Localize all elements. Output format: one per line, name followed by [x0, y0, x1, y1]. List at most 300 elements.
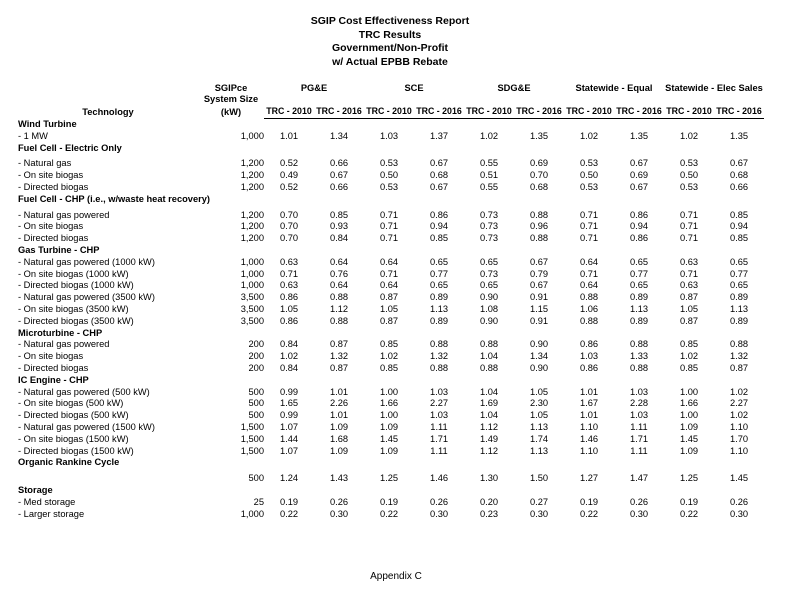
trc-value: 1.37	[429, 130, 449, 141]
trc-value: 0.64	[379, 256, 399, 267]
size-header-line-1: SGIPce	[214, 83, 248, 93]
trc-value: 0.65	[429, 256, 449, 267]
trc-value: 0.90	[529, 339, 549, 350]
trc-value: 0.94	[729, 221, 749, 232]
trc-value: 0.30	[529, 508, 549, 519]
system-size-value: 1,200	[240, 209, 264, 220]
trc-value: 0.89	[429, 292, 449, 303]
trc-value: 1.10	[579, 421, 599, 432]
trc-value: 1.74	[529, 433, 549, 444]
trc-value: 1.05	[529, 410, 549, 421]
trc-value: 1.13	[529, 421, 549, 432]
technology-header-spacer	[18, 94, 198, 105]
technology-label: - On site biogas	[18, 221, 84, 232]
trc-value: 1.09	[679, 421, 699, 432]
system-size-value: 1,000	[240, 508, 264, 519]
section-row	[18, 143, 764, 155]
trc-value: 1.25	[379, 473, 399, 484]
trc-value: 1.35	[529, 130, 549, 141]
trc-value: 1.25	[679, 473, 699, 484]
trc-value: 0.88	[529, 233, 549, 244]
trc-value: 0.71	[579, 221, 599, 232]
trc-value: 1.45	[379, 433, 399, 444]
data-row	[18, 170, 764, 182]
trc-value: 2.27	[729, 398, 749, 409]
system-size-value: 1,500	[240, 433, 264, 444]
system-size-value: 200	[248, 351, 264, 362]
trc-value: 0.50	[579, 170, 599, 181]
technology-label: - 1 MW	[18, 130, 48, 141]
table-body	[18, 119, 764, 521]
trc-value: 0.50	[379, 170, 399, 181]
trc-value: 0.23	[479, 508, 499, 519]
trc-value: 1.32	[429, 351, 449, 362]
trc-value: 0.30	[629, 508, 649, 519]
section-label: Microturbine - CHP	[18, 327, 103, 338]
trc-value: 0.71	[579, 268, 599, 279]
trc-value: 0.64	[579, 256, 599, 267]
trc-value: 1.13	[729, 303, 749, 314]
trc-value: 0.65	[629, 256, 649, 267]
trc-value: 0.88	[329, 315, 349, 326]
technology-label: - On site biogas (1500 kW)	[18, 433, 129, 444]
trc-value: 1.03	[579, 351, 599, 362]
trc-value: 0.77	[429, 268, 449, 279]
trc-value: 0.93	[329, 221, 349, 232]
trc-value: 0.19	[279, 496, 299, 507]
trc-value: 0.64	[379, 280, 399, 291]
data-row	[18, 182, 764, 194]
trc-value: 1.02	[379, 351, 399, 362]
data-row	[18, 257, 764, 269]
trc-value: 1.10	[579, 445, 599, 456]
trc-value: 0.87	[379, 292, 399, 303]
trc-value: 1.32	[729, 351, 749, 362]
trc-value: 2.27	[429, 398, 449, 409]
trc-value: 0.71	[379, 209, 399, 220]
trc-value: 0.89	[429, 315, 449, 326]
trc-value: 0.70	[279, 221, 299, 232]
column-header-trc: TRC - 2016	[714, 105, 764, 119]
trc-value: 0.99	[279, 410, 299, 421]
trc-value: 1.02	[479, 130, 499, 141]
trc-value: 0.90	[529, 362, 549, 373]
data-row	[18, 422, 764, 434]
trc-value: 1.67	[579, 398, 599, 409]
trc-value: 1.04	[479, 410, 499, 421]
system-size-value: 1,200	[240, 181, 264, 192]
trc-value: 1.13	[429, 303, 449, 314]
section-label: Wind Turbine	[18, 119, 77, 129]
trc-value: 1.13	[629, 303, 649, 314]
trc-value: 0.88	[629, 339, 649, 350]
trc-value: 0.86	[629, 233, 649, 244]
trc-value: 1.32	[329, 351, 349, 362]
technology-header-spacer	[18, 82, 198, 94]
trc-value: 0.66	[329, 181, 349, 192]
trc-value: 0.86	[429, 209, 449, 220]
trc-value: 0.73	[479, 268, 499, 279]
trc-value: 0.63	[279, 256, 299, 267]
trc-value: 0.19	[579, 496, 599, 507]
trc-value: 1.71	[629, 433, 649, 444]
system-size-value: 1,200	[240, 233, 264, 244]
trc-value: 0.71	[379, 221, 399, 232]
technology-label: - Natural gas powered (500 kW)	[18, 386, 150, 397]
trc-value: 1.35	[729, 130, 749, 141]
trc-value: 0.52	[279, 158, 299, 169]
trc-value: 1.70	[729, 433, 749, 444]
section-label: Storage	[18, 484, 53, 495]
header-spacer	[264, 94, 764, 105]
trc-value: 1.02	[579, 130, 599, 141]
trc-value: 1.66	[679, 398, 699, 409]
trc-value: 1.00	[379, 410, 399, 421]
trc-value: 0.86	[579, 339, 599, 350]
trc-value: 0.89	[629, 315, 649, 326]
trc-value: 0.69	[529, 158, 549, 169]
system-size-value: 500	[248, 473, 264, 484]
trc-value: 1.66	[379, 398, 399, 409]
trc-value: 0.86	[629, 209, 649, 220]
trc-value: 1.33	[629, 351, 649, 362]
trc-value: 0.51	[479, 170, 499, 181]
trc-value: 1.68	[329, 433, 349, 444]
section-row	[18, 485, 764, 497]
trc-value: 0.88	[629, 362, 649, 373]
section-row	[18, 194, 764, 206]
size-header-line-2: System Size	[203, 94, 259, 104]
trc-value: 0.85	[379, 339, 399, 350]
trc-value: 1.49	[479, 433, 499, 444]
group-header-row	[18, 82, 764, 94]
trc-value: 0.87	[679, 292, 699, 303]
sub-header-row	[18, 105, 764, 119]
technology-label: - On site biogas (500 kW)	[18, 398, 124, 409]
section-row	[18, 328, 764, 340]
system-size-value: 3,500	[240, 303, 264, 314]
trc-value: 0.85	[329, 209, 349, 220]
data-row	[18, 280, 764, 292]
trc-value: 1.12	[479, 445, 499, 456]
size-header-line-3: (kW)	[220, 106, 242, 117]
trc-value: 1.24	[279, 473, 299, 484]
trc-value: 1.02	[729, 386, 749, 397]
size-header-row	[18, 94, 764, 105]
technology-label: - Natural gas	[18, 158, 72, 169]
trc-value: 0.22	[579, 508, 599, 519]
data-row	[18, 434, 764, 446]
system-size-value: 1,000	[240, 280, 264, 291]
trc-value: 1.47	[629, 473, 649, 484]
trc-value: 1.02	[679, 130, 699, 141]
data-row	[18, 304, 764, 316]
trc-value: 1.09	[379, 445, 399, 456]
trc-value: 1.12	[329, 303, 349, 314]
trc-value: 0.85	[729, 209, 749, 220]
trc-value: 1.05	[379, 303, 399, 314]
column-header-trc: TRC - 2010	[664, 105, 714, 119]
trc-value: 1.69	[479, 398, 499, 409]
trc-value: 0.20	[479, 496, 499, 507]
trc-value: 1.01	[579, 410, 599, 421]
system-size-value: 200	[248, 339, 264, 350]
report-title-line-2: TRC Results	[358, 28, 422, 41]
trc-value: 0.49	[279, 170, 299, 181]
trc-value: 1.05	[679, 303, 699, 314]
trc-value: 0.70	[279, 209, 299, 220]
trc-value: 1.50	[529, 473, 549, 484]
trc-value: 0.65	[629, 280, 649, 291]
column-header-trc: TRC - 2010	[464, 105, 514, 119]
column-group-sdge: SDG&E	[497, 83, 531, 93]
trc-value: 0.87	[329, 362, 349, 373]
trc-value: 0.27	[529, 496, 549, 507]
data-row	[18, 233, 764, 245]
technology-label: - Directed biogas (3500 kW)	[18, 315, 134, 326]
system-size-value: 500	[248, 398, 264, 409]
section-label: Gas Turbine - CHP	[18, 244, 100, 255]
trc-value: 0.88	[429, 339, 449, 350]
trc-value: 1.07	[279, 445, 299, 456]
trc-value: 0.66	[729, 181, 749, 192]
trc-value: 1.09	[679, 445, 699, 456]
trc-value: 1.43	[329, 473, 349, 484]
section-label: IC Engine - CHP	[18, 374, 89, 385]
system-size-value: 1,200	[240, 158, 264, 169]
trc-value: 0.87	[329, 339, 349, 350]
system-size-value: 500	[248, 410, 264, 421]
trc-value: 1.34	[529, 351, 549, 362]
trc-value: 1.00	[679, 386, 699, 397]
trc-value: 0.85	[379, 362, 399, 373]
trc-value: 0.30	[429, 508, 449, 519]
trc-value: 0.65	[729, 280, 749, 291]
trc-value: 0.88	[479, 362, 499, 373]
section-row	[18, 119, 764, 131]
trc-value: 0.88	[579, 292, 599, 303]
data-row	[18, 363, 764, 375]
report-title-line-3: Government/Non-Profit	[331, 42, 449, 54]
data-row	[18, 398, 764, 410]
data-row	[18, 497, 764, 509]
trc-value: 0.65	[479, 280, 499, 291]
column-header-trc: TRC - 2016	[514, 105, 564, 119]
trc-value: 0.69	[629, 170, 649, 181]
trc-value: 1.45	[729, 473, 749, 484]
trc-value: 0.53	[679, 181, 699, 192]
trc-value: 1.71	[429, 433, 449, 444]
trc-value: 1.12	[479, 421, 499, 432]
data-row	[18, 339, 764, 351]
trc-value: 1.11	[630, 421, 648, 432]
trc-value: 0.90	[479, 292, 499, 303]
system-size-value: 1,500	[240, 421, 264, 432]
trc-value: 0.19	[679, 496, 699, 507]
system-size-value: 3,500	[240, 315, 264, 326]
technology-label	[18, 473, 198, 485]
data-row	[18, 131, 764, 143]
trc-value: 0.63	[679, 256, 699, 267]
trc-value: 0.88	[429, 362, 449, 373]
section-row	[18, 245, 764, 257]
data-row	[18, 473, 764, 485]
trc-value: 0.71	[379, 268, 399, 279]
data-row	[18, 221, 764, 233]
column-group-pge: PG&E	[300, 83, 328, 93]
trc-value: 0.96	[529, 221, 549, 232]
trc-value: 0.66	[329, 158, 349, 169]
trc-value: 0.88	[329, 292, 349, 303]
trc-value: 0.85	[679, 362, 699, 373]
trc-value: 1.01	[279, 130, 299, 141]
system-size-value: 1,000	[240, 130, 264, 141]
system-size-value: 1,000	[240, 268, 264, 279]
trc-value: 1.00	[679, 410, 699, 421]
trc-value: 0.26	[729, 496, 749, 507]
trc-value: 1.05	[529, 386, 549, 397]
technology-label: - Natural gas powered (3500 kW)	[18, 292, 155, 303]
technology-label: - Natural gas powered	[18, 209, 110, 220]
trc-value: 0.89	[629, 292, 649, 303]
trc-value: 1.08	[479, 303, 499, 314]
trc-value: 1.11	[430, 421, 448, 432]
trc-value: 0.94	[629, 221, 649, 232]
trc-value: 1.04	[479, 386, 499, 397]
system-size-value: 1,200	[240, 170, 264, 181]
trc-value: 1.11	[430, 445, 448, 456]
trc-value: 0.79	[529, 268, 549, 279]
trc-value: 0.89	[729, 315, 749, 326]
trc-value: 0.91	[529, 292, 549, 303]
trc-value: 0.67	[529, 256, 549, 267]
trc-value: 0.30	[329, 508, 349, 519]
report-title-block	[0, 15, 780, 69]
trc-value: 0.77	[629, 268, 649, 279]
technology-label: - Directed biogas (1000 kW)	[18, 280, 134, 291]
trc-value: 0.87	[679, 315, 699, 326]
trc-value: 0.64	[579, 280, 599, 291]
trc-value: 1.02	[279, 351, 299, 362]
trc-value: 0.55	[479, 181, 499, 192]
trc-results-table	[18, 82, 764, 520]
trc-value: 1.45	[679, 433, 699, 444]
trc-value: 0.71	[379, 233, 399, 244]
trc-value: 0.22	[679, 508, 699, 519]
data-row	[18, 446, 764, 458]
column-header-trc: TRC - 2016	[314, 105, 364, 119]
trc-value: 0.63	[679, 280, 699, 291]
trc-value: 0.67	[429, 158, 449, 169]
trc-value: 0.26	[329, 496, 349, 507]
trc-value: 0.85	[679, 339, 699, 350]
trc-value: 0.30	[729, 508, 749, 519]
trc-value: 0.84	[279, 362, 299, 373]
trc-value: 1.07	[279, 421, 299, 432]
system-size-value: 3,500	[240, 292, 264, 303]
trc-value: 0.86	[279, 292, 299, 303]
trc-value: 0.68	[529, 181, 549, 192]
trc-value: 1.10	[729, 421, 749, 432]
trc-value: 0.70	[529, 170, 549, 181]
data-row	[18, 269, 764, 281]
column-group-statewide-equal: Statewide - Equal	[575, 83, 653, 93]
column-header-trc: TRC - 2016	[414, 105, 464, 119]
trc-value: 0.26	[629, 496, 649, 507]
report-title-line-1: SGIP Cost Effectiveness Report	[310, 15, 470, 27]
data-row	[18, 316, 764, 328]
trc-value: 0.73	[479, 233, 499, 244]
technology-label: - Natural gas powered (1000 kW)	[18, 256, 155, 267]
report-title-line-4: w/ Actual EPBB Rebate	[332, 55, 448, 68]
trc-value: 1.65	[279, 398, 299, 409]
technology-label: - Med storage	[18, 496, 76, 507]
trc-value: 1.06	[579, 303, 599, 314]
trc-value: 0.19	[379, 496, 399, 507]
trc-value: 0.71	[579, 233, 599, 244]
trc-value: 0.67	[329, 170, 349, 181]
trc-value: 0.86	[279, 315, 299, 326]
trc-value: 0.73	[479, 221, 499, 232]
trc-value: 1.35	[629, 130, 649, 141]
trc-value: 0.70	[279, 233, 299, 244]
trc-value: 0.55	[479, 158, 499, 169]
trc-value: 1.13	[529, 445, 549, 456]
trc-value: 1.10	[729, 445, 749, 456]
trc-value: 1.44	[279, 433, 299, 444]
data-row	[18, 410, 764, 422]
trc-value: 0.53	[579, 158, 599, 169]
trc-value: 2.28	[629, 398, 649, 409]
trc-value: 0.71	[679, 221, 699, 232]
trc-value: 1.34	[329, 130, 349, 141]
trc-value: 0.53	[579, 181, 599, 192]
trc-value: 1.09	[329, 445, 349, 456]
trc-value: 1.03	[429, 410, 449, 421]
trc-value: 0.77	[729, 268, 749, 279]
technology-label: - On site biogas (1000 kW)	[18, 268, 129, 279]
trc-value: 0.71	[679, 268, 699, 279]
trc-value: 1.09	[379, 421, 399, 432]
trc-value: 1.01	[329, 386, 349, 397]
trc-value: 0.94	[429, 221, 449, 232]
trc-value: 0.53	[379, 181, 399, 192]
system-size-value: 1,200	[240, 221, 264, 232]
technology-label: - Natural gas powered (1500 kW)	[18, 421, 155, 432]
trc-value: 0.52	[279, 181, 299, 192]
trc-value: 0.68	[729, 170, 749, 181]
technology-label: - On site biogas	[18, 351, 84, 362]
trc-value: 1.03	[379, 130, 399, 141]
trc-value: 0.89	[729, 292, 749, 303]
data-row	[18, 158, 764, 170]
trc-value: 1.00	[379, 386, 399, 397]
trc-value: 0.26	[429, 496, 449, 507]
column-header-trc: TRC - 2010	[564, 105, 614, 119]
trc-value: 0.67	[429, 181, 449, 192]
trc-value: 2.26	[329, 398, 349, 409]
trc-value: 1.03	[629, 386, 649, 397]
technology-label: - Directed biogas	[18, 181, 89, 192]
trc-value: 0.68	[429, 170, 449, 181]
section-label: Fuel Cell - CHP (i.e., w/waste heat recovery)	[18, 193, 211, 204]
data-row	[18, 292, 764, 304]
trc-value: 0.87	[729, 362, 749, 373]
trc-value: 0.65	[729, 256, 749, 267]
trc-value: 1.02	[729, 410, 749, 421]
technology-label: - Directed biogas (500 kW)	[18, 410, 129, 421]
trc-value: 0.85	[429, 233, 449, 244]
